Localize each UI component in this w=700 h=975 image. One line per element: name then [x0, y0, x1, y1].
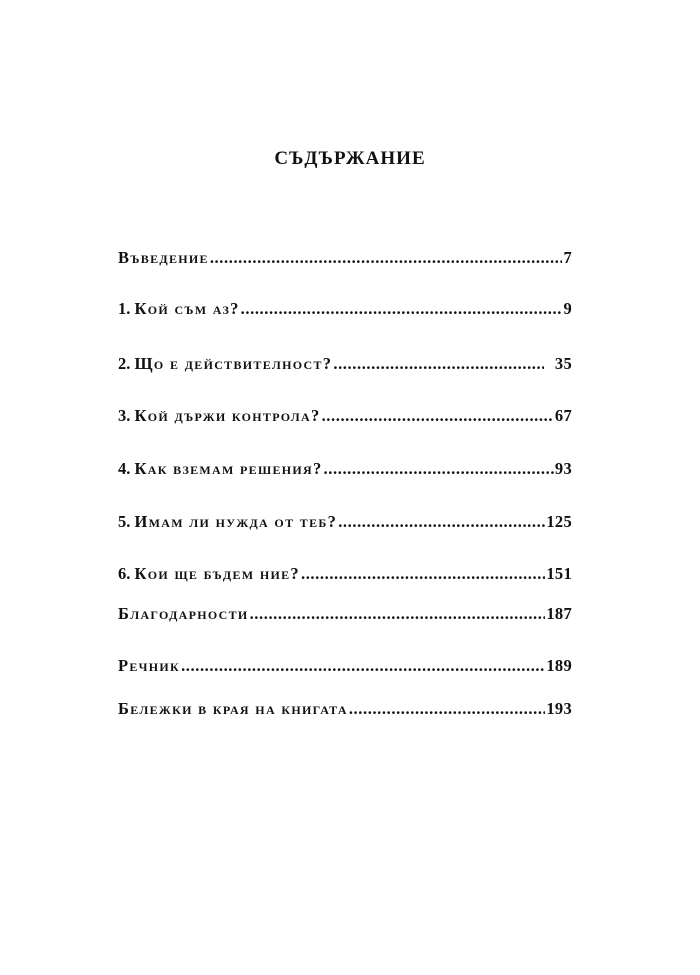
toc-entry-chapter-5 — [118, 508, 572, 532]
toc-entry-label — [118, 564, 300, 584]
dot-leader — [250, 604, 546, 624]
toc-entry-endnotes — [118, 695, 572, 719]
dot-leader — [338, 512, 545, 532]
toc-entry-page-number: 93 — [554, 459, 572, 478]
toc-entry-page-number: 151 — [546, 564, 572, 583]
toc-entry-label — [118, 299, 240, 319]
toc-entry-title: Кои ще бъдем ние? — [134, 564, 300, 583]
dot-leader — [210, 248, 563, 268]
toc-entry-page-number: 189 — [546, 656, 572, 675]
toc-entry-number: 3. — [118, 406, 135, 425]
dot-leader — [333, 354, 544, 374]
dot-leader — [322, 406, 554, 426]
toc-entry-number: 2. — [118, 354, 135, 373]
toc-entry-title: Благодарности — [118, 604, 249, 623]
toc-entry-glossary — [118, 652, 572, 676]
toc-entry-number: 5. — [118, 512, 135, 531]
toc-entry-chapter-3 — [118, 402, 572, 426]
toc-entry-chapter-4 — [118, 455, 572, 479]
toc-entry-chapter-2 — [118, 350, 572, 374]
toc-entry-introduction — [118, 244, 572, 268]
toc-entry-label — [118, 512, 337, 532]
toc-entry-page-number: 9 — [563, 299, 572, 318]
toc-entry-page-number: 7 — [563, 248, 572, 267]
toc-entry-title: Как вземам решения? — [134, 459, 323, 478]
toc-entry-label — [118, 656, 180, 676]
toc-entry-label — [118, 459, 323, 479]
toc-entry-page-number: 67 — [554, 406, 572, 425]
toc-entry-title: Кой съм аз? — [134, 299, 240, 318]
toc-entry-number: 4. — [118, 459, 135, 478]
toc-entry-title: Кой държи контрола? — [134, 406, 321, 425]
dot-leader — [324, 459, 554, 479]
toc-entry-number: 1. — [118, 299, 135, 318]
toc-entry-label — [118, 248, 209, 268]
toc-entry-number: 6. — [118, 564, 135, 583]
toc-entry-label — [118, 354, 332, 374]
toc-entry-page-number: 125 — [546, 512, 572, 531]
toc-entry-title: Имам ли нужда от теб? — [134, 512, 338, 531]
toc-entry-acknowledgements — [118, 600, 572, 624]
toc-entry-chapter-1 — [118, 295, 572, 319]
toc-entry-label — [118, 604, 249, 624]
page-title: СЪДЪРЖАНИЕ — [274, 148, 426, 169]
dot-leader — [181, 656, 545, 676]
dot-leader — [301, 564, 545, 584]
toc-entry-page-number: 193 — [546, 699, 572, 718]
toc-entry-label — [118, 406, 321, 426]
dot-leader — [241, 299, 563, 319]
toc-entry-chapter-6 — [118, 560, 572, 584]
toc-entry-title: Речник — [118, 656, 181, 675]
toc-entry-title: Бележки в края на книгата — [118, 699, 348, 718]
toc-entry-label — [118, 699, 348, 719]
dot-leader — [349, 699, 546, 719]
toc-entry-page-number: 35 — [554, 354, 572, 373]
toc-entry-title: Що е действителност? — [134, 354, 333, 373]
toc-entry-title: Въведение — [118, 248, 209, 267]
toc-entry-page-number: 187 — [546, 604, 572, 623]
